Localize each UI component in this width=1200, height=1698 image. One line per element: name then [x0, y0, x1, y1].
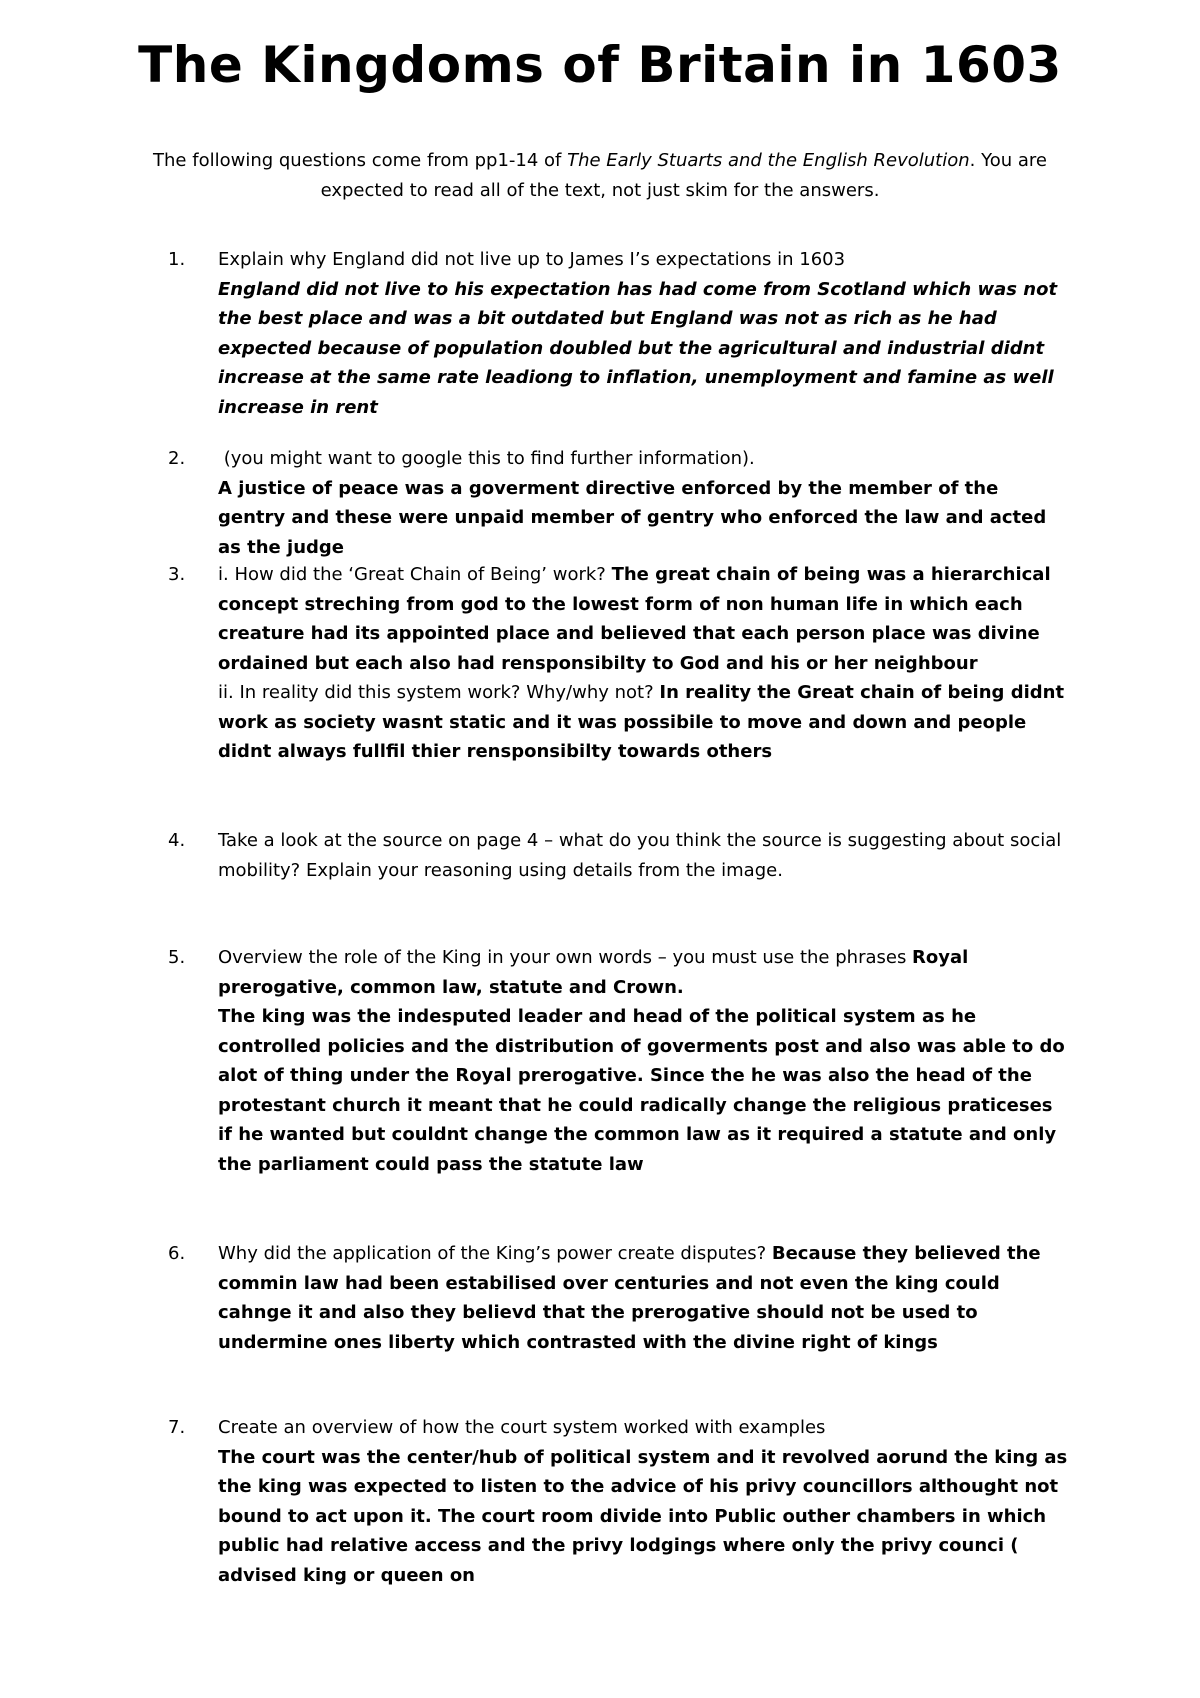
intro-text	[130, 146, 1070, 206]
intro-before: The following questions come from pp1-14 of	[153, 150, 568, 171]
question-part-ii	[218, 678, 1068, 767]
question-prompt: Create an overview of how the court system worked with examples	[218, 1417, 826, 1438]
question-part-i	[218, 560, 1068, 678]
question-answer: The king was the indesputed leader and head of the political system as he controlled policies and the distribution of goverments post and also was able to do alot of thing under the Royal prerogative. Since the he was also the head of the protestant church it meant that he could radically change the religious praticeses if he wanted but couldnt change the common law as it required a statute and only the parliament could pass the statute law	[218, 1006, 1065, 1175]
question-answer: In reality the Great chain of being didnt work as society wasnt static and it was possibile to move and down and people didnt always fullfil thier rensponsibilty towards others	[218, 682, 1065, 762]
question-prompt: Why did the application of the King’s power create disputes?	[218, 1243, 772, 1264]
question-prompt: (you might want to google this to find further information).	[218, 448, 755, 469]
question-answer: Because they believed the commin law had been estabilised over centuries and not even the king could cahnge it and also they believd that the prerogative should not be used to undermine ones liberty which contrasted with the divine right of kings	[218, 1243, 1041, 1353]
question-prompt: i. How did the ‘Great Chain of Being’ work?	[218, 564, 612, 585]
question-number: 3.	[168, 564, 186, 585]
question-prompt: Overview the role of the King in your own words – you must use the phrases	[218, 947, 913, 968]
required-phrases: Royal prerogative, common law, statute and Crown.	[218, 947, 969, 998]
question-prompt-line	[218, 943, 1068, 1002]
question-number: 6.	[168, 1243, 186, 1264]
question-answer: The great chain of being was a hierarchical concept streching from god to the lowest form of non human life in which each creature had its appointed place and believed that each person place was divine ordained but each also had rensponsibilty to God and his or her neighbour	[218, 564, 1051, 674]
question-prompt: ii. In reality did this system work? Why/why not?	[218, 682, 660, 703]
question-prompt: Explain why England did not live up to James I’s expectations in 1603	[218, 249, 846, 270]
question-number: 4.	[168, 830, 186, 851]
page-title: The Kingdoms of Britain in 1603	[138, 36, 1062, 94]
intro-after: . You are expected to read all of the text, not just skim for the answers.	[320, 150, 1047, 201]
question-number: 5.	[168, 947, 186, 968]
question-answer: A justice of peace was a goverment directive enforced by the member of the gentry and these were unpaid member of gentry who enforced the law and acted as the judge	[218, 477, 1047, 558]
question-number: 2.	[168, 448, 186, 469]
question-answer: The court was the center/hub of political system and it revolved aorund the king as the king was expected to listen to the advice of his privy councillors althought not bound to act upon it. The court room divide into Public outher chambers in which public had relative access and the privy lodgings where only the privy counci ( advised king or queen on	[218, 1446, 1068, 1586]
question-answer: England did not live to his expectation has had come from Scotland which was not the best place and was a bit outdated but England was not as rich as he had expected because of population doubled but the agricultural and industrial didnt increase at the same rate leadiong to inflation, unemployment and famine as well increase in rent	[218, 278, 1058, 418]
question-number: 7.	[168, 1417, 186, 1438]
question-prompt: Take a look at the source on page 4 – what do you think the source is suggesting about social mobility? Explain your reasoning using details from the image.	[218, 830, 1062, 881]
book-title: The Early Stuarts and the English Revolution	[567, 150, 970, 171]
question-number: 1.	[168, 249, 186, 270]
question-prompt-line	[218, 1239, 1068, 1357]
